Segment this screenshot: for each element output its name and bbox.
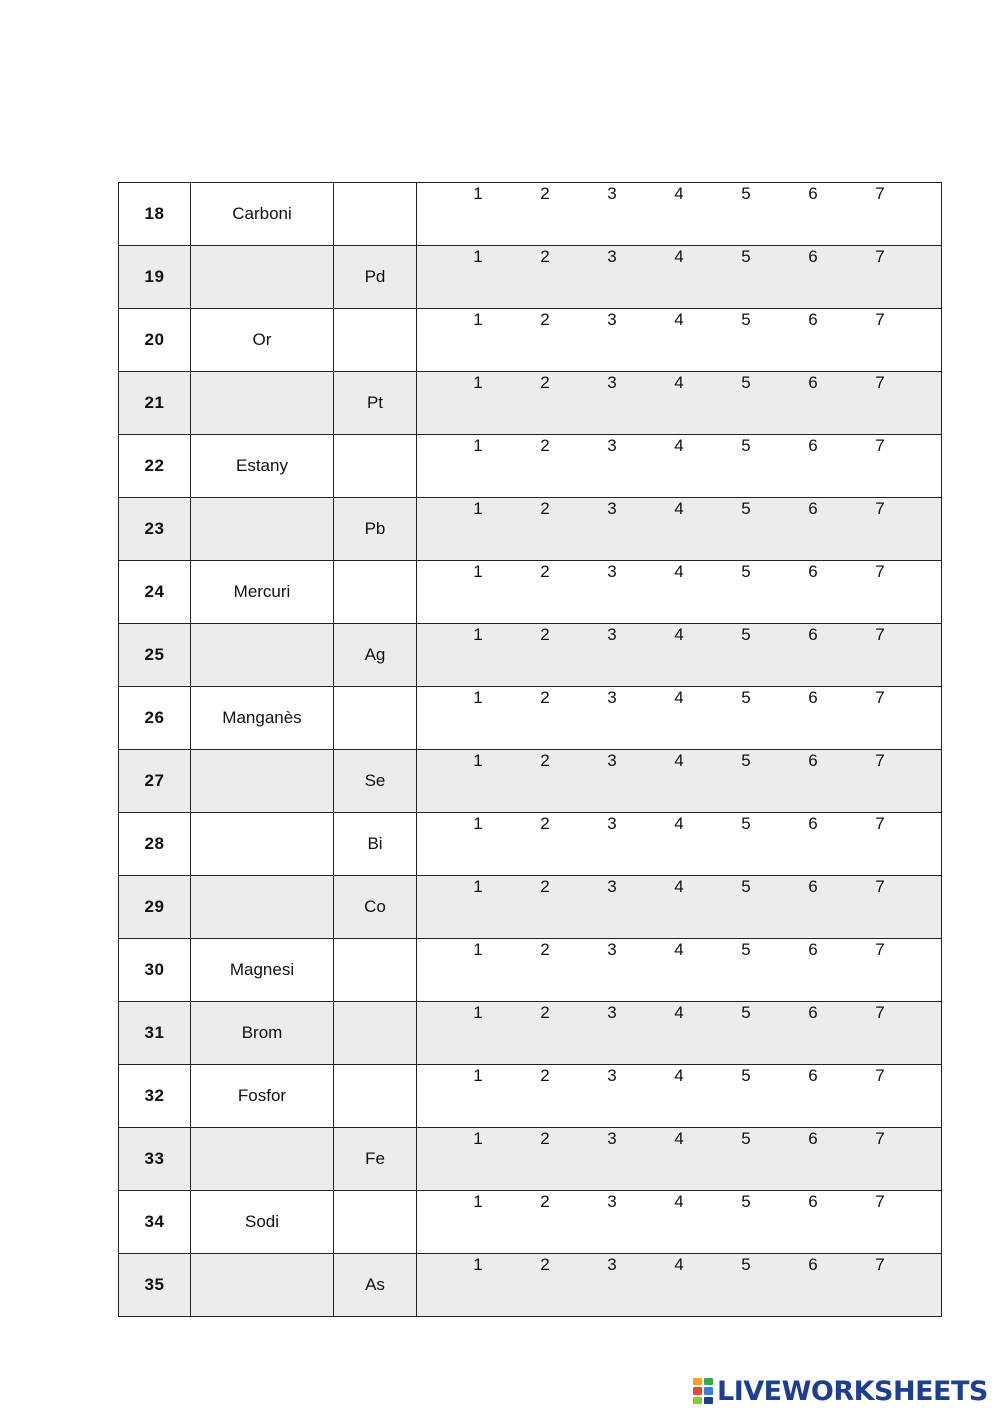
option-number[interactable]: 4 (674, 1192, 684, 1211)
table-row (119, 183, 942, 246)
option-number[interactable]: 6 (808, 1066, 818, 1085)
element-name-cell: Sodi (191, 1191, 334, 1254)
table-row (119, 939, 942, 1002)
option-number[interactable]: 3 (607, 436, 617, 455)
option-number[interactable]: 7 (875, 499, 885, 518)
option-number[interactable]: 7 (875, 184, 885, 203)
table-row (119, 624, 942, 687)
element-symbol-cell[interactable] (334, 435, 417, 498)
option-numbers (417, 1192, 941, 1214)
option-number[interactable]: 6 (808, 877, 818, 896)
option-number[interactable]: 2 (540, 373, 550, 392)
option-number[interactable]: 3 (607, 247, 617, 266)
row-number: 32 (119, 1065, 191, 1128)
options-cell (417, 309, 942, 372)
options-cell (417, 246, 942, 309)
option-number[interactable]: 4 (674, 877, 684, 896)
option-number[interactable]: 1 (473, 562, 483, 581)
element-symbol-cell[interactable] (334, 183, 417, 246)
option-number[interactable]: 4 (674, 247, 684, 266)
option-number[interactable]: 7 (875, 436, 885, 455)
table-row (119, 498, 942, 561)
option-number[interactable]: 6 (808, 184, 818, 203)
element-name-cell: Carboni (191, 183, 334, 246)
table-row (119, 687, 942, 750)
options-cell (417, 624, 942, 687)
option-number[interactable]: 2 (540, 1192, 550, 1211)
option-numbers (417, 1255, 941, 1277)
element-symbol-cell[interactable] (334, 309, 417, 372)
option-number[interactable]: 4 (674, 1066, 684, 1085)
row-number: 29 (119, 876, 191, 939)
option-number[interactable]: 6 (808, 625, 818, 644)
option-number[interactable]: 5 (741, 1255, 751, 1274)
option-number[interactable]: 2 (540, 1129, 550, 1148)
option-number[interactable]: 5 (741, 1129, 751, 1148)
option-number[interactable]: 7 (875, 373, 885, 392)
element-symbol-cell[interactable] (334, 1191, 417, 1254)
element-symbol-cell: Co (334, 876, 417, 939)
option-number[interactable]: 6 (808, 1003, 818, 1022)
element-symbol-cell[interactable] (334, 1002, 417, 1065)
option-number[interactable]: 5 (741, 625, 751, 644)
row-number: 23 (119, 498, 191, 561)
table-row (119, 876, 942, 939)
table-row (119, 372, 942, 435)
option-number[interactable]: 1 (473, 877, 483, 896)
table-row (119, 1002, 942, 1065)
option-number[interactable]: 6 (808, 814, 818, 833)
option-numbers (417, 1003, 941, 1025)
option-number[interactable]: 1 (473, 247, 483, 266)
row-number: 24 (119, 561, 191, 624)
option-number[interactable]: 5 (741, 310, 751, 329)
option-numbers (417, 625, 941, 647)
option-number[interactable]: 7 (875, 247, 885, 266)
option-number[interactable]: 1 (473, 373, 483, 392)
table-row (119, 246, 942, 309)
element-name-cell: Mercuri (191, 561, 334, 624)
option-number[interactable]: 1 (473, 1066, 483, 1085)
option-number[interactable]: 7 (875, 1129, 885, 1148)
table-row (119, 435, 942, 498)
option-number[interactable]: 6 (808, 1192, 818, 1211)
option-number[interactable]: 3 (607, 499, 617, 518)
option-number[interactable]: 3 (607, 877, 617, 896)
option-number[interactable]: 2 (540, 625, 550, 644)
option-number[interactable]: 2 (540, 688, 550, 707)
option-number[interactable]: 6 (808, 688, 818, 707)
option-number[interactable]: 6 (808, 373, 818, 392)
option-number[interactable]: 1 (473, 688, 483, 707)
element-symbol-cell[interactable] (334, 561, 417, 624)
option-number[interactable]: 1 (473, 1192, 483, 1211)
option-number[interactable]: 6 (808, 310, 818, 329)
options-cell (417, 876, 942, 939)
option-number[interactable]: 4 (674, 436, 684, 455)
element-name-cell: Manganès (191, 687, 334, 750)
option-number[interactable]: 5 (741, 814, 751, 833)
option-number[interactable]: 7 (875, 814, 885, 833)
options-cell (417, 372, 942, 435)
option-number[interactable]: 3 (607, 814, 617, 833)
option-number[interactable]: 2 (540, 877, 550, 896)
row-number: 35 (119, 1254, 191, 1317)
option-number[interactable]: 2 (540, 940, 550, 959)
option-number[interactable]: 3 (607, 184, 617, 203)
element-symbol-cell: Bi (334, 813, 417, 876)
option-number[interactable]: 4 (674, 688, 684, 707)
option-number[interactable]: 3 (607, 1255, 617, 1274)
option-number[interactable]: 7 (875, 940, 885, 959)
option-number[interactable]: 1 (473, 499, 483, 518)
option-number[interactable]: 3 (607, 1066, 617, 1085)
option-number[interactable]: 7 (875, 310, 885, 329)
option-number[interactable]: 2 (540, 184, 550, 203)
options-cell (417, 435, 942, 498)
row-number: 18 (119, 183, 191, 246)
row-number: 28 (119, 813, 191, 876)
element-name-cell: Magnesi (191, 939, 334, 1002)
option-number[interactable]: 4 (674, 1255, 684, 1274)
option-number[interactable]: 5 (741, 184, 751, 203)
option-number[interactable]: 1 (473, 625, 483, 644)
option-number[interactable]: 1 (473, 1129, 483, 1148)
option-number[interactable]: 5 (741, 499, 751, 518)
option-number[interactable]: 7 (875, 688, 885, 707)
option-numbers (417, 499, 941, 521)
option-number[interactable]: 5 (741, 751, 751, 770)
option-number[interactable]: 2 (540, 247, 550, 266)
options-cell (417, 813, 942, 876)
option-number[interactable]: 4 (674, 310, 684, 329)
option-number[interactable]: 2 (540, 1066, 550, 1085)
row-number: 33 (119, 1128, 191, 1191)
option-number[interactable]: 2 (540, 751, 550, 770)
element-symbol-cell: Ag (334, 624, 417, 687)
row-number: 22 (119, 435, 191, 498)
options-cell (417, 750, 942, 813)
table-row (119, 1191, 942, 1254)
option-number[interactable]: 7 (875, 1003, 885, 1022)
option-number[interactable]: 3 (607, 1003, 617, 1022)
option-number[interactable]: 6 (808, 436, 818, 455)
element-name-cell[interactable] (191, 624, 334, 687)
option-number[interactable]: 2 (540, 436, 550, 455)
option-number[interactable]: 1 (473, 1003, 483, 1022)
row-number: 19 (119, 246, 191, 309)
option-number[interactable]: 3 (607, 562, 617, 581)
option-number[interactable]: 2 (540, 310, 550, 329)
worksheet-table (118, 182, 942, 1317)
option-numbers (417, 877, 941, 899)
options-cell (417, 183, 942, 246)
element-name-cell: Or (191, 309, 334, 372)
option-number[interactable]: 4 (674, 499, 684, 518)
option-number[interactable]: 6 (808, 1255, 818, 1274)
option-number[interactable]: 3 (607, 373, 617, 392)
option-number[interactable]: 2 (540, 499, 550, 518)
option-number[interactable]: 4 (674, 625, 684, 644)
table-row (119, 750, 942, 813)
option-numbers (417, 436, 941, 458)
liveworksheets-logo[interactable] (693, 1374, 988, 1408)
option-number[interactable]: 3 (607, 1129, 617, 1148)
option-number[interactable]: 4 (674, 1003, 684, 1022)
option-number[interactable]: 5 (741, 940, 751, 959)
element-name-cell: Estany (191, 435, 334, 498)
option-number[interactable]: 4 (674, 940, 684, 959)
option-number[interactable]: 5 (741, 562, 751, 581)
row-number: 34 (119, 1191, 191, 1254)
table-row (119, 561, 942, 624)
option-number[interactable]: 6 (808, 940, 818, 959)
logo-text: LIVEWORKSHEETS (717, 1375, 988, 1407)
element-symbol-cell[interactable] (334, 939, 417, 1002)
element-name-cell[interactable] (191, 813, 334, 876)
option-numbers (417, 247, 941, 269)
option-number[interactable]: 1 (473, 436, 483, 455)
option-number[interactable]: 1 (473, 310, 483, 329)
option-number[interactable]: 3 (607, 940, 617, 959)
option-number[interactable]: 3 (607, 1192, 617, 1211)
option-number[interactable]: 7 (875, 751, 885, 770)
option-numbers (417, 373, 941, 395)
option-number[interactable]: 4 (674, 751, 684, 770)
row-number: 25 (119, 624, 191, 687)
option-number[interactable]: 4 (674, 562, 684, 581)
element-name-cell[interactable] (191, 876, 334, 939)
options-cell (417, 1254, 942, 1317)
row-number: 26 (119, 687, 191, 750)
option-number[interactable]: 5 (741, 1066, 751, 1085)
option-number[interactable]: 3 (607, 310, 617, 329)
options-cell (417, 1191, 942, 1254)
option-number[interactable]: 6 (808, 1129, 818, 1148)
option-numbers (417, 940, 941, 962)
element-name-cell[interactable] (191, 750, 334, 813)
option-number[interactable]: 1 (473, 814, 483, 833)
table-row (119, 1254, 942, 1317)
element-symbol-cell: Pb (334, 498, 417, 561)
option-number[interactable]: 5 (741, 877, 751, 896)
option-numbers (417, 184, 941, 206)
options-cell (417, 498, 942, 561)
element-symbol-cell: Se (334, 750, 417, 813)
element-name-cell[interactable] (191, 498, 334, 561)
option-numbers (417, 310, 941, 332)
option-number[interactable]: 4 (674, 1129, 684, 1148)
element-name-cell: Brom (191, 1002, 334, 1065)
liveworksheets-logo-icon (693, 1378, 713, 1404)
options-cell (417, 1002, 942, 1065)
element-symbol-cell: As (334, 1254, 417, 1317)
option-number[interactable]: 1 (473, 940, 483, 959)
option-number[interactable]: 1 (473, 751, 483, 770)
option-number[interactable]: 6 (808, 562, 818, 581)
option-number[interactable]: 5 (741, 1192, 751, 1211)
option-number[interactable]: 5 (741, 436, 751, 455)
option-number[interactable]: 7 (875, 1192, 885, 1211)
options-cell (417, 1065, 942, 1128)
option-number[interactable]: 6 (808, 751, 818, 770)
table-row (119, 309, 942, 372)
option-number[interactable]: 1 (473, 184, 483, 203)
option-number[interactable]: 2 (540, 562, 550, 581)
element-symbol-cell[interactable] (334, 687, 417, 750)
row-number: 20 (119, 309, 191, 372)
option-number[interactable]: 4 (674, 373, 684, 392)
option-number[interactable]: 4 (674, 184, 684, 203)
option-number[interactable]: 4 (674, 814, 684, 833)
options-cell (417, 687, 942, 750)
row-number: 30 (119, 939, 191, 1002)
option-number[interactable]: 5 (741, 247, 751, 266)
row-number: 27 (119, 750, 191, 813)
element-name-cell[interactable] (191, 1254, 334, 1317)
option-number[interactable]: 5 (741, 688, 751, 707)
option-number[interactable]: 7 (875, 1066, 885, 1085)
option-numbers (417, 751, 941, 773)
table-row (119, 1128, 942, 1191)
option-numbers (417, 1066, 941, 1088)
option-number[interactable]: 5 (741, 1003, 751, 1022)
table-row (119, 813, 942, 876)
option-number[interactable]: 3 (607, 625, 617, 644)
option-number[interactable]: 6 (808, 247, 818, 266)
option-numbers (417, 562, 941, 584)
option-number[interactable]: 5 (741, 373, 751, 392)
option-number[interactable]: 3 (607, 688, 617, 707)
row-number: 31 (119, 1002, 191, 1065)
element-name-cell[interactable] (191, 246, 334, 309)
element-name-cell[interactable] (191, 1128, 334, 1191)
option-numbers (417, 1129, 941, 1151)
option-number[interactable]: 2 (540, 1003, 550, 1022)
option-number[interactable]: 6 (808, 499, 818, 518)
option-numbers (417, 688, 941, 710)
options-cell (417, 561, 942, 624)
element-symbol-cell[interactable] (334, 1065, 417, 1128)
element-symbol-cell: Pt (334, 372, 417, 435)
options-cell (417, 939, 942, 1002)
option-number[interactable]: 2 (540, 814, 550, 833)
option-number[interactable]: 7 (875, 1255, 885, 1274)
option-number[interactable]: 7 (875, 625, 885, 644)
element-symbol-cell: Pd (334, 246, 417, 309)
option-number[interactable]: 7 (875, 877, 885, 896)
option-number[interactable]: 2 (540, 1255, 550, 1274)
element-name-cell[interactable] (191, 372, 334, 435)
option-number[interactable]: 7 (875, 562, 885, 581)
option-number[interactable]: 3 (607, 751, 617, 770)
element-name-cell: Fosfor (191, 1065, 334, 1128)
row-number: 21 (119, 372, 191, 435)
options-cell (417, 1128, 942, 1191)
element-symbol-cell: Fe (334, 1128, 417, 1191)
option-numbers (417, 814, 941, 836)
option-number[interactable]: 1 (473, 1255, 483, 1274)
table-row (119, 1065, 942, 1128)
